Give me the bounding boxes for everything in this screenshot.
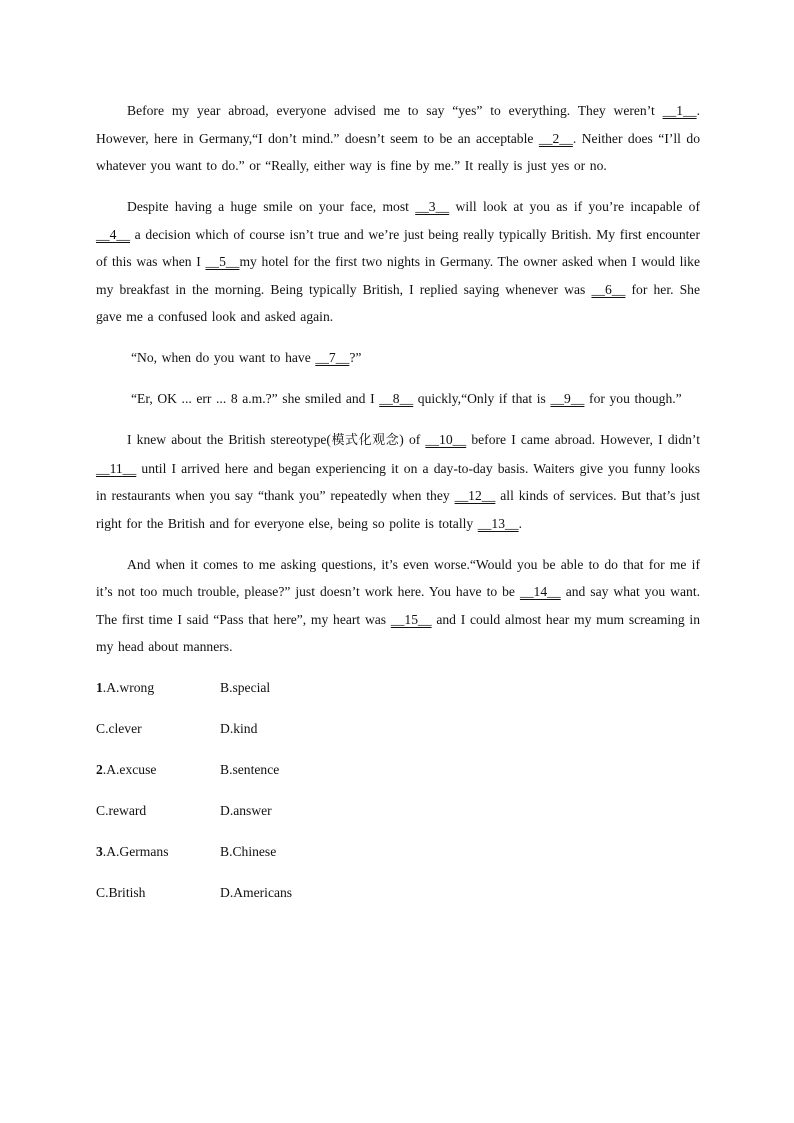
text-run: for her. She gave me a confused look and asked again. bbox=[96, 281, 700, 324]
blank-6: __6__ bbox=[591, 281, 626, 297]
text-run: . bbox=[518, 515, 522, 531]
blank-7: __7__ bbox=[315, 350, 350, 365]
text-run: ?” bbox=[349, 350, 362, 365]
option-text: .A.Germans bbox=[102, 844, 169, 859]
text-run: . Neither does “I’ll do whatever you want to do.” or “Really, either way is fine by me.” It really is just yes or no. bbox=[96, 130, 700, 173]
option-1b: B.special bbox=[220, 680, 271, 695]
option-3b: B.Chinese bbox=[220, 844, 277, 859]
blank-2: __2__ bbox=[538, 130, 573, 146]
question-number: 2 bbox=[96, 762, 103, 777]
blank-4: __4__ bbox=[96, 226, 130, 242]
blank-8: __8__ bbox=[379, 391, 414, 406]
text-run: Despite having a huge smile on your face, most bbox=[127, 199, 416, 214]
blank-12: __12__ bbox=[454, 488, 496, 503]
question-1-row-cd bbox=[96, 715, 700, 743]
option-text: .A.wrong bbox=[102, 680, 155, 695]
text-run: Before my year abroad, everyone advised me to say “yes” to everything. They weren’t bbox=[127, 103, 663, 118]
blank-3: __3__ bbox=[415, 199, 450, 214]
question-1-row-ab bbox=[96, 674, 700, 702]
question-options bbox=[96, 674, 700, 907]
passage-paragraph-4 bbox=[96, 385, 700, 413]
question-3-row-ab bbox=[96, 838, 700, 866]
passage-paragraph-5 bbox=[96, 426, 700, 537]
option-3a bbox=[96, 838, 220, 866]
document-page bbox=[96, 97, 700, 920]
question-number: 3 bbox=[96, 844, 103, 859]
option-1d: D.kind bbox=[220, 721, 258, 736]
text-run: until I arrived here and began experiencing it on a day-to-day basis. Waiters give you funny looks in restaurants when you say “thank you” repeatedly when they bbox=[96, 460, 700, 503]
option-2c: C.reward bbox=[96, 803, 147, 818]
text-run: and say what you want. The first time I said “Pass that here”, my heart was bbox=[96, 584, 700, 627]
text-run: and I could almost hear my mum screaming in my head about manners. bbox=[96, 611, 700, 654]
blank-11: __11__ bbox=[96, 460, 137, 476]
text-run: . However, here in Germany,“I don’t mind.” doesn’t seem to be an acceptable bbox=[96, 103, 700, 146]
blank-5: __5__ bbox=[205, 254, 240, 269]
option-text: .A.excuse bbox=[102, 762, 157, 777]
option-2d: D.answer bbox=[220, 803, 272, 818]
text-run: ) of bbox=[399, 432, 426, 447]
question-3-row-cd bbox=[96, 879, 700, 907]
question-number: 1 bbox=[96, 680, 103, 695]
question-2-row-cd bbox=[96, 797, 700, 825]
passage-paragraph-6 bbox=[96, 551, 700, 661]
blank-14: __14__ bbox=[519, 584, 561, 599]
text-run: a decision which of course isn’t true and we’re just being really typically British. My first encounter of this was when I bbox=[96, 226, 700, 269]
text-run: for you though.” bbox=[584, 391, 682, 406]
blank-13: __13__ bbox=[477, 515, 519, 531]
blank-1: __1__ bbox=[662, 103, 697, 118]
option-1c: C.clever bbox=[96, 721, 142, 736]
text-run: my hotel for the first two nights in Germany. The owner asked when I would like my breakfast in the morning. Being typically British, I replied saying whenever was bbox=[96, 254, 701, 297]
chinese-gloss: 模式化观念 bbox=[330, 433, 400, 448]
text-run: will look at you as if you’re incapable of bbox=[449, 199, 700, 214]
text-run: “Er, OK ... err ... 8 a.m.?” she smiled and I bbox=[131, 391, 380, 406]
text-run: quickly,“Only if that is bbox=[413, 391, 551, 406]
text-run: I knew about the British stereotype( bbox=[127, 432, 331, 447]
text-run: all kinds of services. But that’s just right for the British and for everyone else, being so polite is totally bbox=[96, 488, 700, 531]
blank-10: __10__ bbox=[425, 432, 467, 447]
text-run: before I came abroad. However, I didn’t bbox=[466, 432, 700, 447]
option-2a bbox=[96, 756, 220, 784]
option-3d: D.Americans bbox=[220, 885, 293, 900]
option-1a bbox=[96, 674, 220, 702]
blank-15: __15__ bbox=[390, 611, 432, 627]
question-2-row-ab bbox=[96, 756, 700, 784]
blank-9: __9__ bbox=[550, 391, 585, 406]
text-run: “No, when do you want to have bbox=[131, 350, 316, 365]
option-2b: B.sentence bbox=[220, 762, 280, 777]
passage-paragraph-1 bbox=[96, 97, 700, 180]
option-3c: C.British bbox=[96, 885, 146, 900]
passage-paragraph-3 bbox=[96, 344, 700, 372]
text-run: And when it comes to me asking questions, it’s even worse.“Would you be able to do that for me if it’s not too much trouble, please?” just doesn’t work here. You have to be bbox=[96, 556, 700, 599]
passage-paragraph-2 bbox=[96, 193, 700, 331]
